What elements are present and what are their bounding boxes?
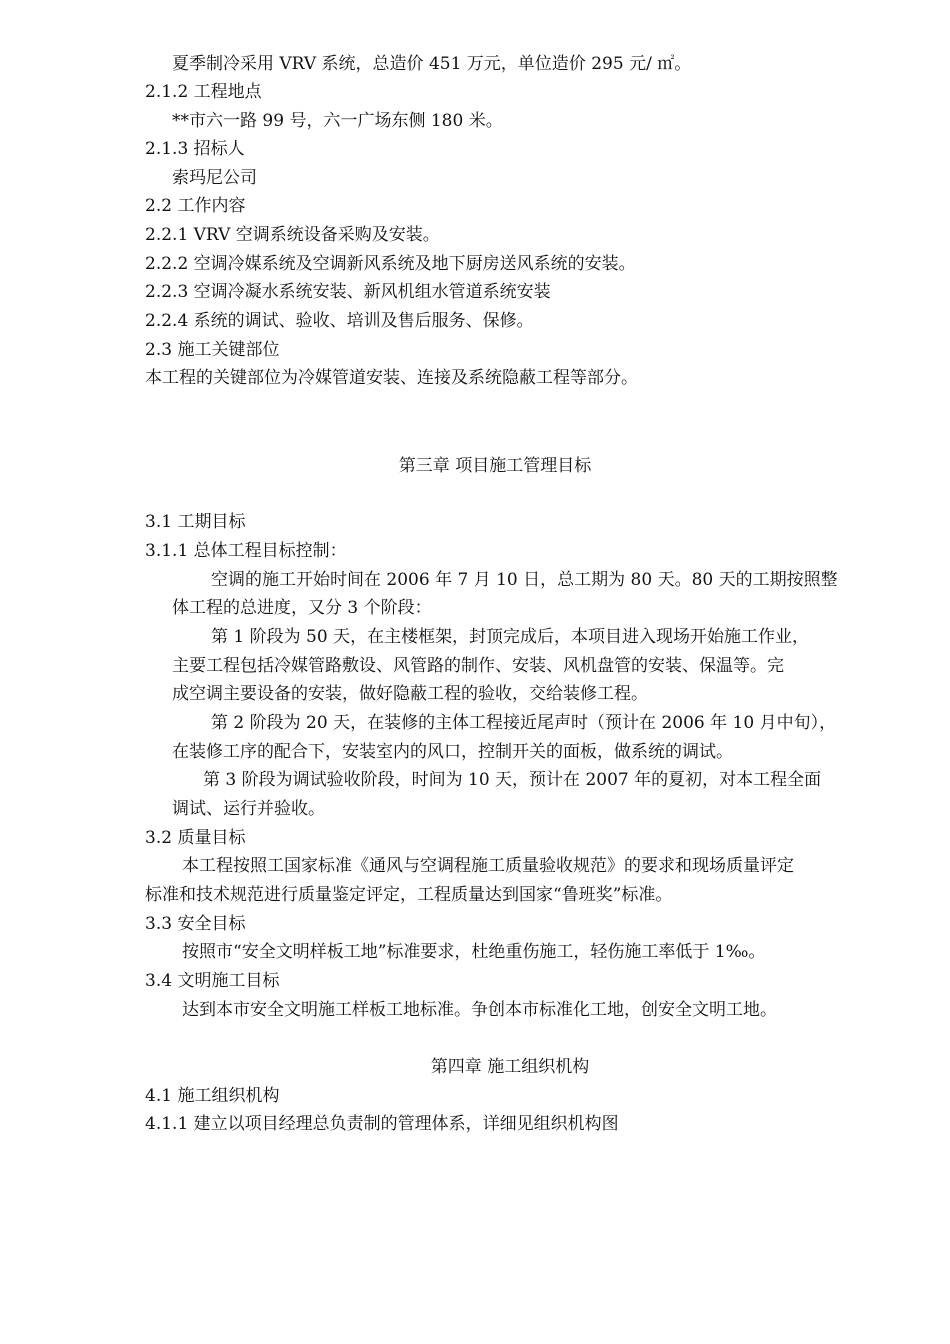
paragraph-line: 达到本市安全文明施工样板工地标准。争创本市标准化工地，创安全文明工地。 (182, 1000, 777, 1020)
paragraph-line: 第 1 阶段为 50 天，在主楼框架，封顶完成后，本项目进入现场开始施工作业， (211, 627, 810, 647)
paragraph-line: 标准和技术规范进行质量鉴定评定，工程质量达到国家“鲁班奖”标准。 (145, 885, 673, 905)
paragraph-line: 按照市“安全文明样板工地”标准要求，杜绝重伤施工，轻伤施工率低于 1‰。 (182, 942, 766, 962)
paragraph-line: 本工程按照工国家标准《通风与空调程施工质量验收规范》的要求和现场质量评定 (182, 856, 794, 876)
section-heading: 2.1.3 招标人 (145, 139, 245, 159)
list-item: 2.2.4 系统的调试、验收、培训及售后服务、保修。 (145, 311, 534, 331)
paragraph-line: 主要工程包括冷媒管路敷设、风管路的制作、安装、风机盘管的安装、保温等。完 (172, 656, 784, 676)
paragraph-line: **市六一路 99 号，六一广场东侧 180 米。 (172, 111, 503, 131)
section-heading: 2.2 工作内容 (145, 196, 246, 216)
section-heading: 2.3 施工关键部位 (145, 340, 280, 360)
section-heading: 3.1.1 总体工程目标控制： (145, 541, 347, 561)
list-item: 2.2.1 VRV 空调系统设备采购及安装。 (145, 225, 440, 245)
paragraph-line: 第 2 阶段为 20 天，在装修的主体工程接近尾声时（预计在 2006 年 10 月中旬）， (211, 713, 837, 733)
paragraph-line: 索玛尼公司 (172, 168, 257, 188)
paragraph-line: 成空调主要设备的安装，做好隐蔽工程的验收，交给装修工程。 (172, 684, 648, 704)
paragraph-line: 第 3 阶段为调试验收阶段，时间为 10 天，预计在 2007 年的夏初，对本工程全面 (203, 770, 822, 790)
paragraph-line: 4.1.1 建立以项目经理总负责制的管理体系，详细见组织机构图 (145, 1114, 619, 1134)
chapter-title: 第三章 项目施工管理目标 (398, 456, 592, 476)
paragraph-line: 本工程的关键部位为冷媒管道安装、连接及系统隐蔽工程等部分。 (145, 368, 638, 388)
section-heading: 3.1 工期目标 (145, 512, 246, 532)
section-heading: 3.4 文明施工目标 (145, 971, 280, 991)
chapter-title: 第四章 施工组织机构 (430, 1057, 590, 1077)
list-item: 2.2.3 空调冷凝水系统安装、新风机组水管道系统安装 (145, 282, 551, 302)
paragraph-line: 调试、运行并验收。 (172, 799, 325, 819)
section-heading: 3.3 安全目标 (145, 914, 246, 934)
paragraph-line: 空调的施工开始时间在 2006 年 7 月 10 日，总工期为 80 天。80 天的工期按照整 (211, 570, 838, 590)
paragraph-line: 体工程的总进度，又分 3 个阶段： (172, 598, 432, 618)
paragraph-line: 在装修工序的配合下，安装室内的风口，控制开关的面板，做系统的调试。 (172, 742, 733, 762)
section-heading: 2.1.2 工程地点 (145, 82, 262, 102)
section-heading: 4.1 施工组织机构 (145, 1086, 280, 1106)
section-heading: 3.2 质量目标 (145, 828, 246, 848)
paragraph-line: 夏季制冷采用 VRV 系统，总造价 451 万元，单位造价 295 元/ ㎡。 (172, 54, 692, 74)
list-item: 2.2.2 空调冷媒系统及空调新风系统及地下厨房送风系统的安装。 (145, 254, 636, 274)
